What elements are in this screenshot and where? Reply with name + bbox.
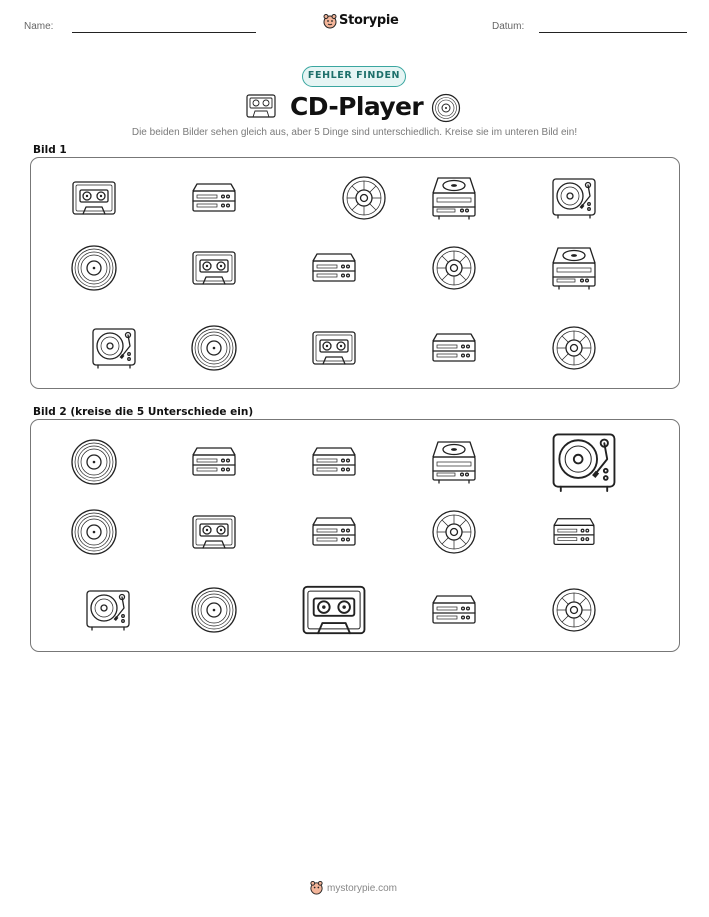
storypie-footer-icon xyxy=(309,880,324,895)
cassette-icon xyxy=(73,182,115,214)
cd-icon[interactable] xyxy=(553,589,595,631)
cassette-icon[interactable] xyxy=(304,587,365,633)
vinyl-icon xyxy=(192,326,236,370)
date-label: Datum: xyxy=(492,21,525,32)
cassette-title-icon xyxy=(246,94,276,118)
vinyl-icon[interactable] xyxy=(192,588,236,632)
cd-icon xyxy=(433,247,475,289)
cd-drive-icon xyxy=(553,248,595,289)
vinyl-icon[interactable] xyxy=(72,440,116,484)
turntable-icon xyxy=(93,329,135,368)
cd-player-icon[interactable] xyxy=(313,518,355,545)
vinyl-icon[interactable] xyxy=(72,510,116,554)
turntable-icon[interactable] xyxy=(554,434,615,491)
cd-icon[interactable] xyxy=(433,511,475,553)
instructions: Die beiden Bilder sehen gleich aus, aber 5 Dinge sind unterschiedlich. Kreise sie im unteren Bild ein! xyxy=(131,127,578,138)
turntable-icon xyxy=(553,179,595,218)
picture2-panel xyxy=(30,419,680,652)
cd-drive-icon[interactable] xyxy=(433,442,475,483)
brand-name: Storypie xyxy=(339,13,399,28)
cd-player-icon xyxy=(313,254,355,281)
date-line[interactable] xyxy=(539,32,687,33)
footer-url: mystorypie.com xyxy=(327,883,398,894)
storypie-mascot-icon xyxy=(322,13,338,29)
cd-player-icon[interactable] xyxy=(554,519,594,545)
turntable-icon[interactable] xyxy=(87,591,129,630)
cd-player-icon[interactable] xyxy=(313,448,355,475)
cassette-icon xyxy=(313,332,355,364)
picture1-label: Bild 1 xyxy=(33,144,67,156)
picture2-label: Bild 2 (kreise die 5 Unterschiede ein) xyxy=(33,406,254,418)
brand-logo xyxy=(322,13,399,33)
vinyl-title-icon xyxy=(431,93,461,123)
cassette-icon[interactable] xyxy=(193,516,235,548)
picture1-canvas xyxy=(31,158,681,390)
page-title: CD-Player xyxy=(290,92,424,121)
picture1-panel xyxy=(30,157,680,389)
picture2-canvas[interactable] xyxy=(31,420,681,653)
name-line[interactable] xyxy=(72,32,256,33)
cd-icon xyxy=(553,327,595,369)
category-badge: FEHLER FINDEN xyxy=(302,66,406,87)
cd-player-icon xyxy=(193,184,235,211)
cassette-icon xyxy=(193,252,235,284)
cd-drive-icon xyxy=(433,178,475,219)
cd-player-icon[interactable] xyxy=(433,596,475,623)
cd-icon xyxy=(343,177,385,219)
name-label: Name: xyxy=(24,21,54,32)
cd-player-icon xyxy=(433,334,475,361)
vinyl-icon xyxy=(72,246,116,290)
cd-player-icon[interactable] xyxy=(193,448,235,475)
